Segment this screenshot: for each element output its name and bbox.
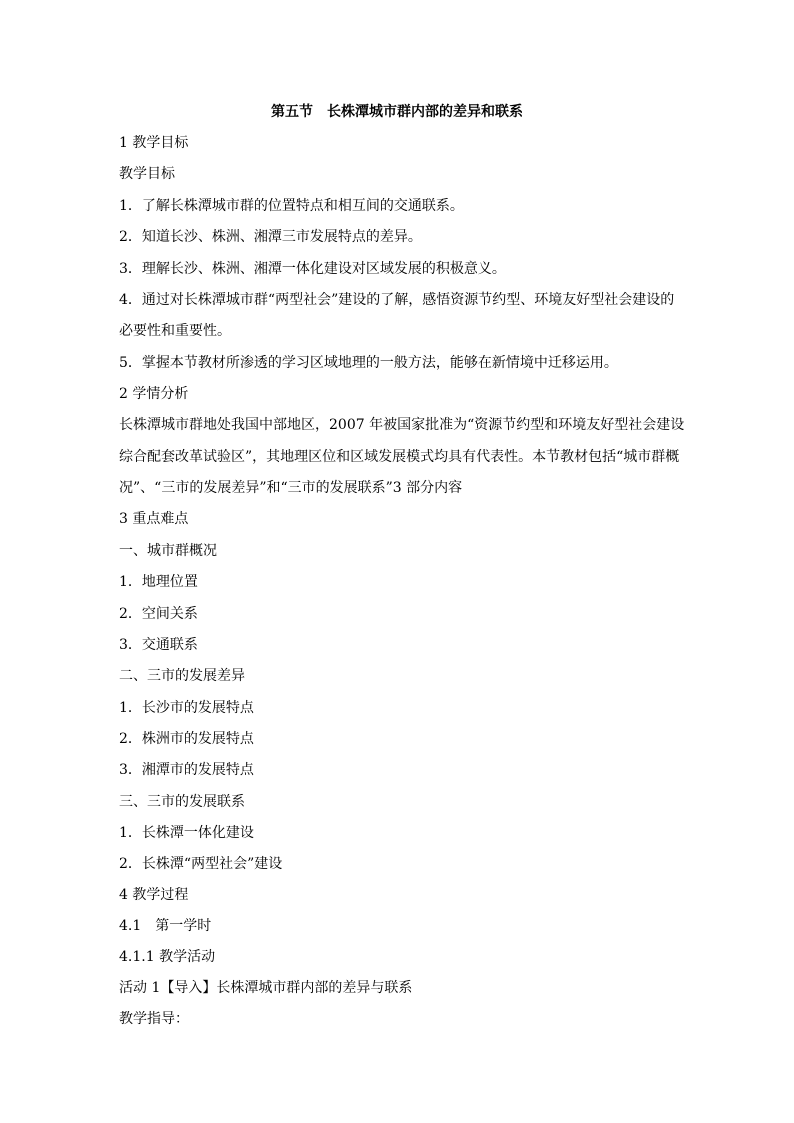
list-item: 1．了解长株潭城市群的位置特点和相互间的交通联系。 [119,198,464,214]
list-item: 3．湘潭市的发展特点 [119,762,254,778]
paragraph-line: 教学目标 [119,166,175,182]
paragraph-line: 长株潭城市群地处我国中部地区，2007 年被国家批准为“资源节约型和环境友好型社会建设 [119,417,685,433]
subheading: 二、三市的发展差异 [119,668,245,684]
section-heading-objectives: 1 教学目标 [119,135,189,151]
paragraph-line: 况”、“三市的发展差异”和“三市的发展联系”3 部分内容 [119,480,463,496]
subheading: 三、三市的发展联系 [119,794,245,810]
subheading: 4.1 第一学时 [119,918,212,934]
paragraph-line: 活动 1【导入】长株潭城市群内部的差异与联系 [119,980,413,996]
list-item: 1．地理位置 [119,574,198,590]
document-title: 第五节 长株潭城市群内部的差异和联系 [271,104,523,120]
list-item: 1．长株潭一体化建设 [119,825,254,841]
list-item: 1．长沙市的发展特点 [119,700,254,716]
list-item: 3．理解长沙、株洲、湘潭一体化建设对区域发展的积极意义。 [119,261,506,277]
subheading: 4.1.1 教学活动 [119,949,216,965]
list-item: 2．知道长沙、株洲、湘潭三市发展特点的差异。 [119,229,422,245]
subheading: 一、城市群概况 [119,543,217,559]
section-heading-key-points: 3 重点难点 [119,511,189,527]
list-item: 3．交通联系 [119,637,198,653]
list-item: 2．株洲市的发展特点 [119,731,254,747]
paragraph-line: 综合配套改革试验区”，其地理区位和区域发展模式均具有代表性。本节教材包括“城市群概 [119,449,680,465]
section-heading-analysis: 2 学情分析 [119,386,189,402]
list-item: 5．掌握本节教材所渗透的学习区域地理的一般方法，能够在新情境中迁移运用。 [119,355,618,371]
list-item: 2．空间关系 [119,606,198,622]
paragraph-line: 必要性和重要性。 [119,323,231,339]
paragraph-line: 教学指导： [119,1011,189,1027]
list-item: 2．长株潭“两型社会”建设 [119,856,283,872]
section-heading-process: 4 教学过程 [119,887,189,903]
list-item: 4．通过对长株潭城市群“两型社会”建设的了解，感悟资源节约型、环境友好型社会建设的 [119,292,675,308]
